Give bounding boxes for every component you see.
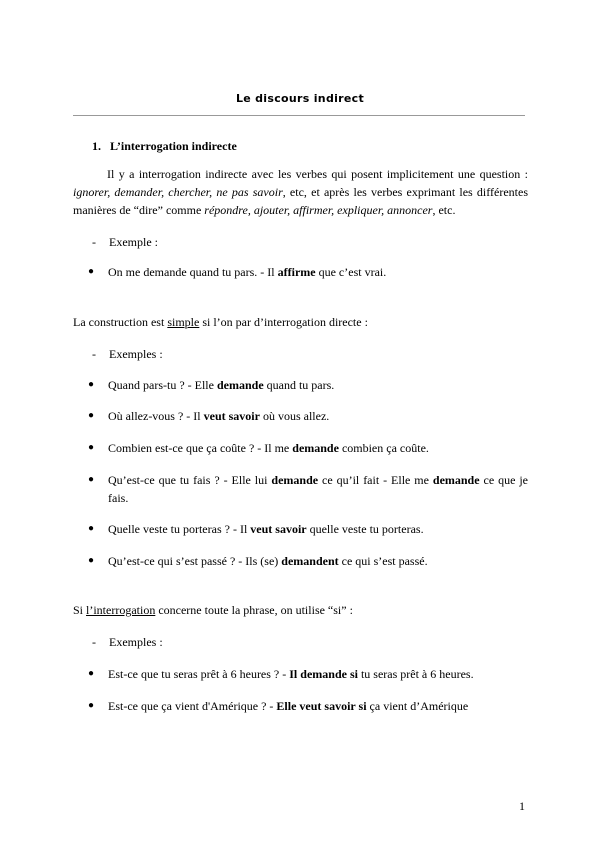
item-text: où vous allez.: [259, 409, 330, 423]
item-verb: veut savoir: [250, 522, 307, 536]
title-divider: [73, 115, 525, 116]
dash-mark: -: [92, 235, 96, 249]
item-text: Est-ce que ça vient d'Amérique ? -: [108, 699, 277, 713]
item-verb: affirme: [277, 265, 316, 279]
bullet-icon: ●: [88, 668, 95, 679]
intro-verbs-dire: répondre, ajouter, affirmer, expliquer, annoncer: [204, 203, 433, 217]
intro-text-2: , etc, et après les verbes exprimant les différentes manières de “dire” comme: [73, 185, 528, 217]
item-text: Est-ce que tu seras prêt à 6 heures ? -: [108, 667, 290, 681]
dash-label: Exemples :: [109, 347, 163, 361]
item-text: Combien est-ce que ça coûte ? - Il me: [108, 441, 293, 455]
intro-text-3: , etc.: [432, 203, 456, 217]
dash-mark: -: [92, 347, 96, 361]
section-number: 1.: [92, 139, 101, 153]
bullet-icon: ●: [88, 555, 95, 566]
item-verb: demande: [216, 378, 264, 392]
list-item: [88, 665, 528, 683]
item-text: ça vient d’Amérique: [366, 699, 469, 713]
paragraph-si: [73, 601, 353, 619]
item-verb: demande: [271, 473, 319, 487]
section-heading: [92, 137, 237, 155]
bullet-icon: ●: [88, 700, 95, 711]
item-verb: Il demande si: [289, 667, 358, 681]
bullet-icon: ●: [88, 474, 95, 485]
para-text: si l’on par d’interrogation directe :: [199, 315, 368, 329]
item-text: On me demande quand tu pars. - Il: [108, 265, 278, 279]
list-item: [88, 552, 528, 570]
list-item: [88, 471, 528, 507]
item-text: Qu’est-ce qui s’est passé ? - Ils (se): [108, 554, 282, 568]
item-text: quelle veste tu porteras.: [306, 522, 424, 536]
item-text: que c’est vrai.: [315, 265, 387, 279]
dash-label: Exemples :: [109, 635, 163, 649]
item-text: Qu’est-ce que tu fais ? - Elle lui: [108, 473, 272, 487]
item-text: ce qu’il fait - Elle me: [318, 473, 433, 487]
item-text: ce qui s’est passé.: [338, 554, 428, 568]
list-item: [88, 439, 528, 457]
para-text: Si: [73, 603, 87, 617]
dash-mark: -: [92, 635, 96, 649]
dash-label: Exemple :: [109, 235, 158, 249]
item-text: Quand pars-tu ? - Elle: [108, 378, 217, 392]
bullet-icon: ●: [88, 410, 95, 421]
item-verb: demande: [432, 473, 480, 487]
para-text: concerne toute la phrase, on utilise “si” :: [155, 603, 353, 617]
page-number: 1: [519, 799, 525, 813]
item-verb: demandent: [281, 554, 339, 568]
list-item: [88, 263, 528, 281]
item-verb: demande: [292, 441, 339, 455]
item-text: quand tu pars.: [263, 378, 335, 392]
item-text: Quelle veste tu porteras ? - Il: [108, 522, 251, 536]
list-item: [88, 697, 528, 715]
item-verb: veut savoir: [203, 409, 260, 423]
item-text: ce que je fais.: [108, 473, 528, 505]
page-title: Le discours indirect: [235, 92, 365, 105]
bullet-icon: ●: [88, 266, 95, 277]
bullet-icon: ●: [88, 523, 95, 534]
intro-text-1: Il y a interrogation indirecte avec les verbes qui posent implicitement une question :: [107, 167, 528, 181]
item-verb: Elle veut savoir si: [276, 699, 367, 713]
item-text: tu seras prêt à 6 heures.: [357, 667, 474, 681]
list-item: [88, 520, 528, 538]
intro-paragraph: [73, 165, 528, 219]
intro-verbs-question: ignorer, demander, chercher, ne pas savoir: [73, 185, 283, 199]
bullet-icon: ●: [88, 442, 95, 453]
underlined-word: simple: [167, 315, 200, 329]
bullet-icon: ●: [88, 379, 95, 390]
item-text: combien ça coûte.: [338, 441, 429, 455]
para-text: La construction est: [73, 315, 168, 329]
underlined-word: l’interrogation: [86, 603, 156, 617]
paragraph-simple: [73, 313, 368, 331]
item-text: Où allez-vous ? - Il: [108, 409, 204, 423]
list-item: [88, 376, 528, 394]
list-item: [88, 407, 528, 425]
section-label: L’interrogation indirecte: [110, 139, 237, 153]
